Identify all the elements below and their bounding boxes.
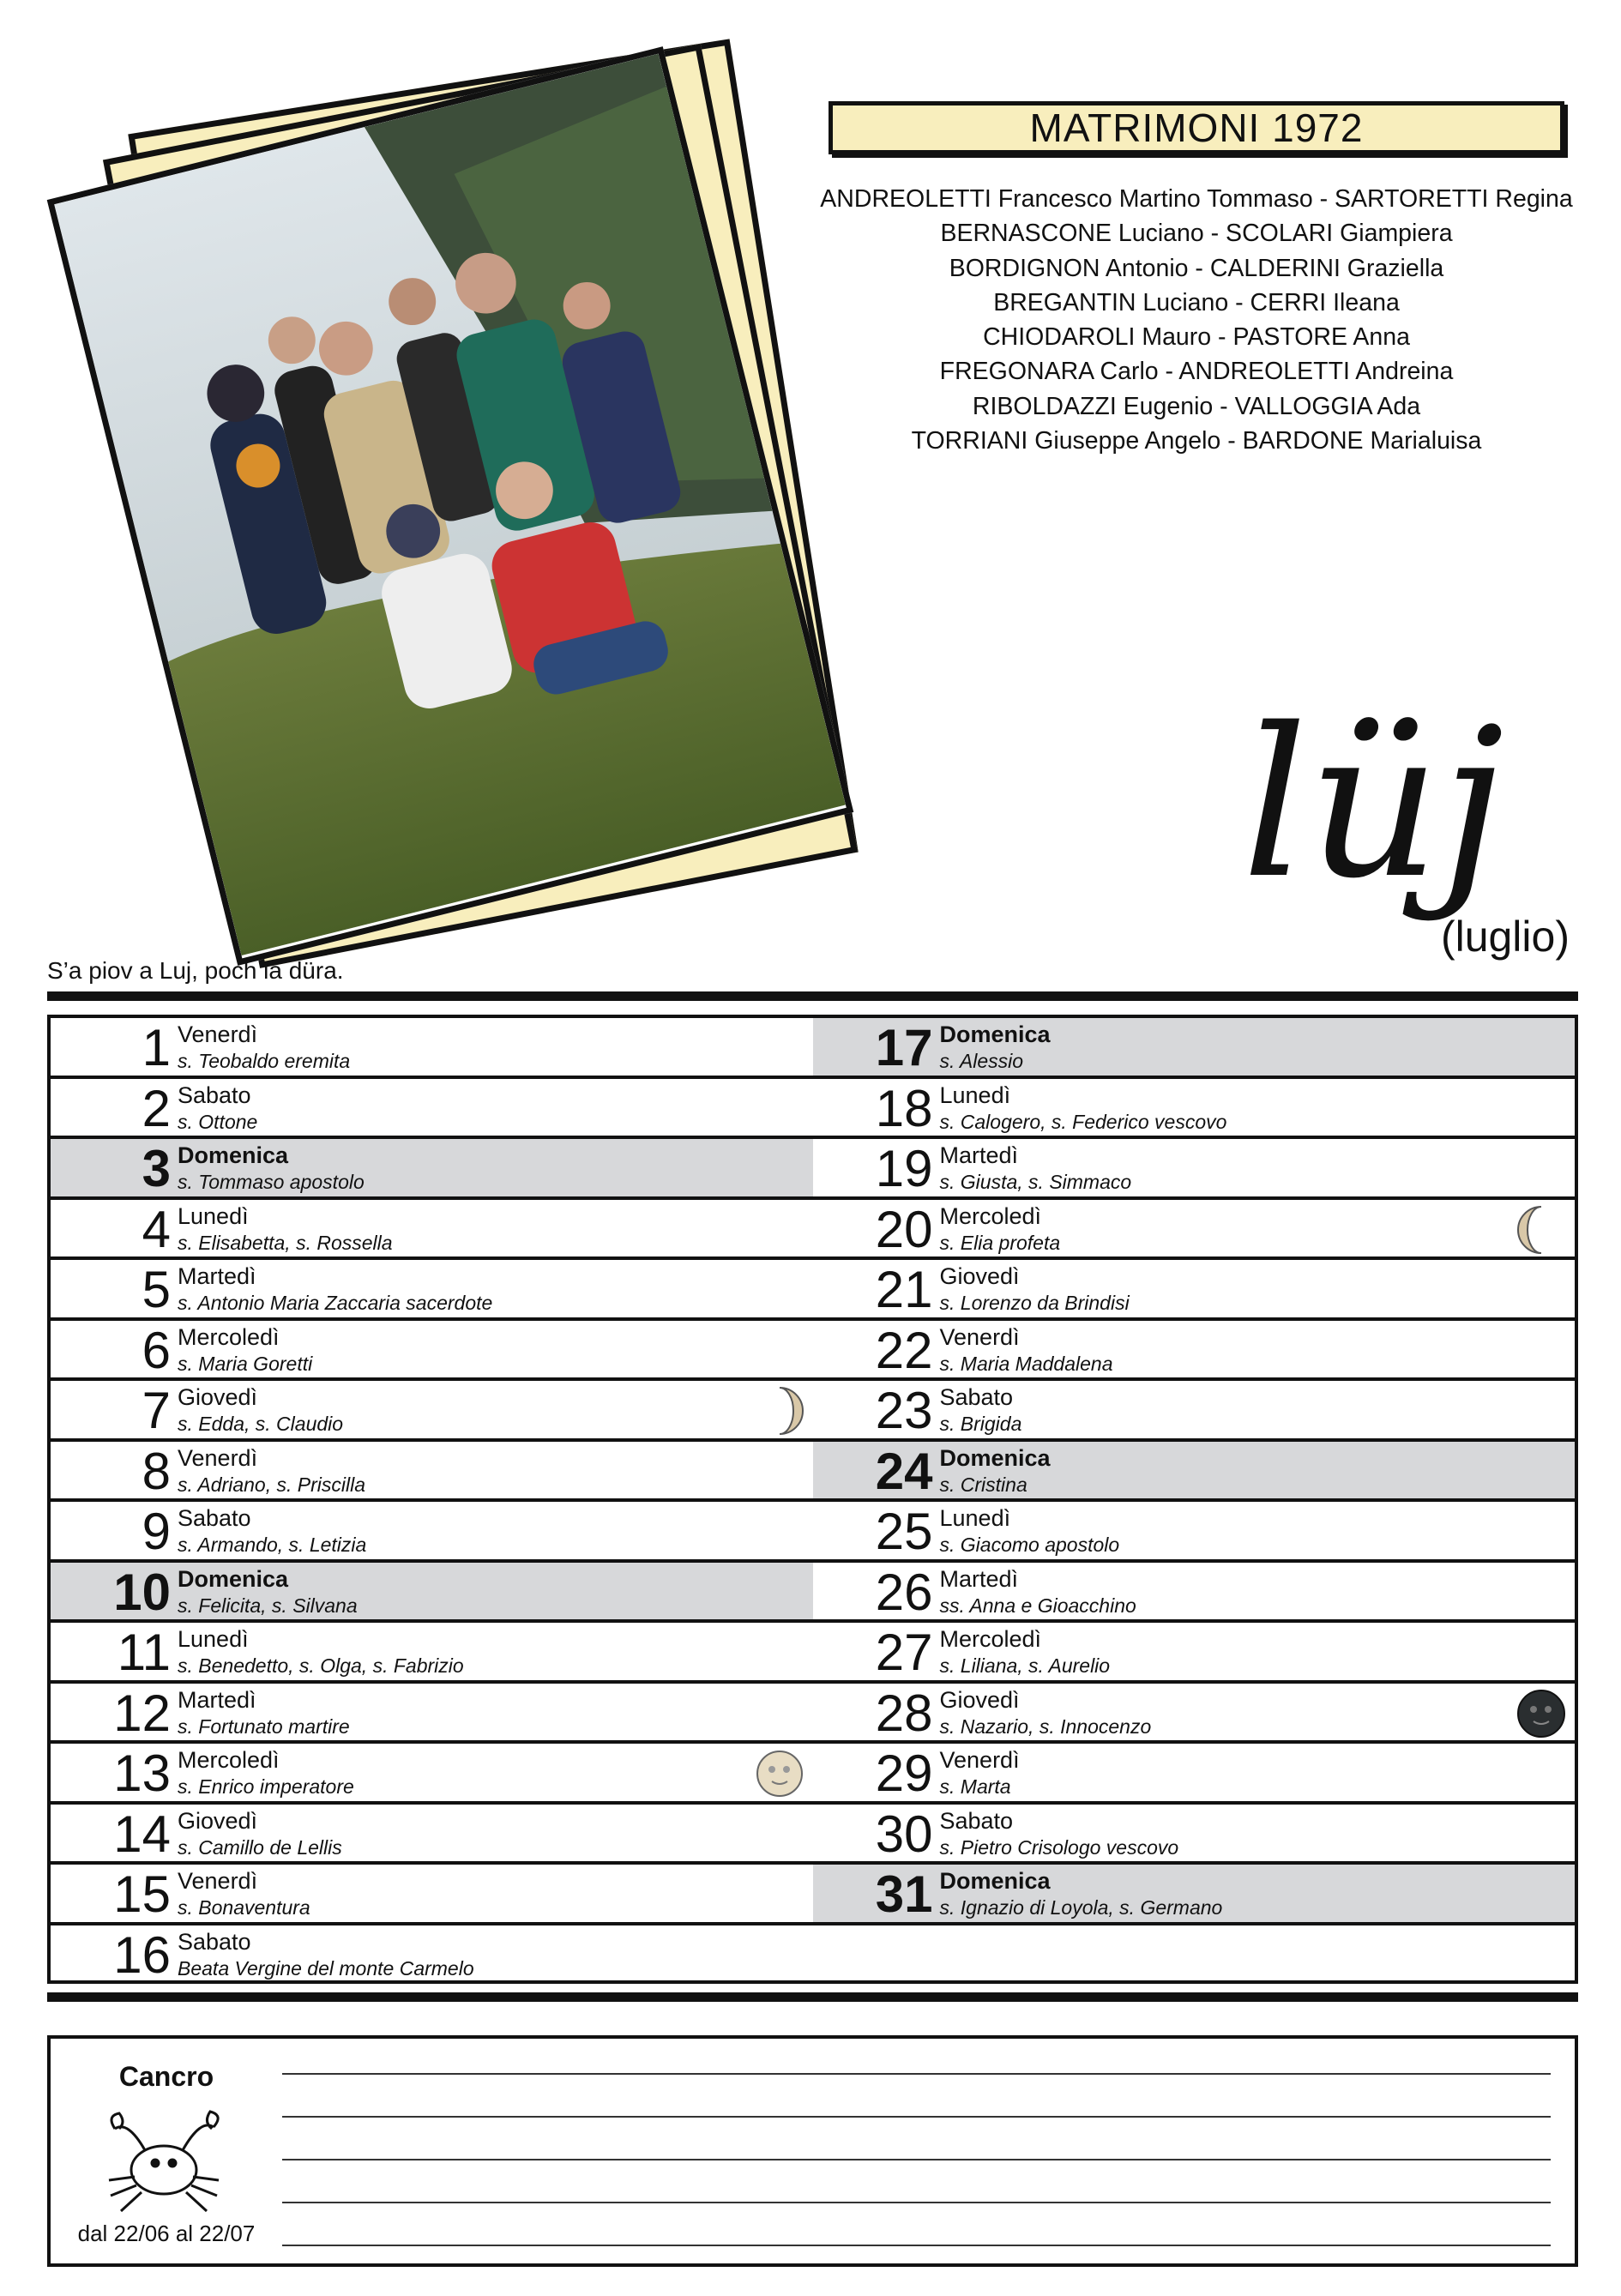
weekday-name: Martedì [178,1686,256,1713]
saint-name: s. Giacomo apostolo [939,1534,1120,1556]
weekday-name: Venerdì [178,1021,258,1047]
day-number: 12 [113,1684,171,1742]
weekday-name: Domenica [939,1021,1051,1047]
notes-area[interactable] [282,2064,1551,2246]
couple-entry: TORRIANI Giuseppe Angelo - BARDONE Marialuisa [911,427,1482,455]
saint-name: s. Elisabetta, s. Rossella [178,1231,393,1254]
day-number: 19 [875,1140,933,1197]
saint-name: s. Bonaventura [178,1896,310,1919]
day-number: 7 [142,1382,171,1439]
saint-name: s. Maria Goretti [178,1352,313,1375]
saint-name: s. Liliana, s. Aurelio [939,1654,1111,1677]
day-number: 31 [875,1865,933,1923]
weekday-name: Mercoledì [939,1626,1042,1652]
day-number: 5 [142,1261,171,1318]
calendar-day-row [51,1744,813,1805]
weekday-name: Domenica [178,1565,289,1592]
note-line [282,2073,1551,2075]
weekday-name: Lunedì [939,1505,1011,1531]
calendar-day-row [51,1321,813,1382]
saint-name: s. Ottone [178,1110,258,1133]
day-number: 28 [875,1684,933,1742]
saint-name: Beata Vergine del monte Carmelo [178,1956,474,1980]
weekday-name: Martedì [939,1142,1019,1168]
calendar-day-row [813,1744,1576,1805]
weekday-name: Lunedì [178,1626,249,1652]
day-number: 27 [875,1624,933,1681]
note-line [282,2245,1551,2246]
calendar-day-row [813,1623,1576,1684]
calendar-day-row [51,1260,813,1321]
calendar-day-row [51,1200,813,1261]
calendar-day-row [51,1925,813,1986]
weekday-name: Sabato [178,1928,251,1955]
couple-entry: FREGONARA Carlo - ANDREOLETTI Andreina [939,358,1454,386]
saint-name: s. Tommaso apostolo [178,1171,365,1193]
last-quarter-moon-icon [1516,1205,1566,1255]
weekday-name: Venerdì [178,1868,258,1894]
weekday-name: Domenica [939,1868,1051,1894]
saint-name: s. Brigida [939,1413,1022,1435]
saint-name: s. Felicita, s. Silvana [178,1594,358,1617]
weekday-name: Lunedì [178,1202,249,1229]
divider-top [47,991,1578,1001]
saint-name: s. Pietro Crisologo vescovo [939,1835,1179,1859]
calendar-day-row [813,1502,1576,1563]
day-number: 30 [875,1805,933,1863]
day-number: 16 [113,1925,171,1984]
calendar-day-row [51,1684,813,1745]
day-number: 26 [875,1563,933,1621]
weekday-name: Giovedì [939,1263,1020,1289]
note-line [282,2116,1551,2118]
zodiac-name: Cancro [118,2061,214,2092]
saint-name: s. Alessio [939,1050,1024,1072]
saint-name: s. Edda, s. Claudio [178,1413,344,1435]
weekday-name: Giovedì [178,1384,258,1410]
couple-entry: BORDIGNON Antonio - CALDERINI Graziella [949,254,1444,282]
weekday-name: Martedì [178,1263,256,1289]
calendar-day-row [51,1502,813,1563]
day-number: 25 [875,1503,933,1560]
weekday-name: Lunedì [939,1082,1011,1108]
calendar-day-row [51,1805,813,1865]
saint-name: s. Enrico imperatore [178,1775,354,1798]
day-number: 15 [113,1865,171,1923]
day-number: 14 [113,1805,171,1863]
note-line [282,2202,1551,2203]
calendar-day-row [813,1018,1576,1079]
first-quarter-moon-icon [755,1386,804,1436]
day-number: 6 [142,1321,171,1379]
saint-name: s. Cristina [939,1473,1027,1496]
proverb: S’a piov a Luj, poch la düra. [47,957,344,984]
calendar-column-left [51,1018,813,1984]
weekday-name: Venerdì [939,1323,1020,1350]
weekday-name: Mercoledì [178,1747,280,1773]
day-number: 17 [875,1019,933,1076]
saint-name: s. Benedetto, s. Olga, s. Fabrizio [178,1654,464,1677]
cancer-crab-icon [93,2103,231,2232]
month-dialect-text: lüj [1242,684,1504,924]
day-number: 11 [117,1624,171,1681]
day-number: 1 [142,1019,171,1076]
new-moon-icon [1516,1689,1566,1739]
calendar-day-row [51,1865,813,1925]
weekday-name: Venerdì [178,1444,258,1471]
calendar-day-row [813,1200,1576,1261]
calendar-day-row [813,1381,1576,1442]
saint-name: s. Calogero, s. Federico vescovo [939,1110,1227,1133]
day-number: 13 [113,1745,171,1802]
weekday-name: Sabato [939,1807,1014,1834]
weekday-name: Sabato [939,1384,1014,1410]
calendar-day-row [813,1684,1576,1745]
calendar-day-row [813,1805,1576,1865]
day-number: 2 [142,1079,171,1137]
saint-name: ss. Anna e Gioacchino [939,1594,1136,1617]
month-dialect-title [1235,669,1561,952]
weekday-name: Venerdì [939,1747,1020,1773]
day-number: 23 [875,1382,933,1439]
day-number: 18 [875,1079,933,1137]
calendar-grid [47,1015,1578,1984]
weekday-name: Sabato [178,1082,251,1108]
page-title: MATRIMONI 1972 [829,101,1564,154]
day-number: 4 [142,1200,171,1258]
day-number: 8 [142,1442,171,1500]
day-number: 22 [875,1321,933,1379]
saint-name: s. Giusta, s. Simmaco [939,1171,1132,1193]
calendar-day-row [813,1139,1576,1200]
divider-bottom [47,1992,1578,2002]
day-number: 10 [113,1563,171,1621]
saint-name: s. Nazario, s. Innocenzo [939,1714,1152,1738]
saint-name: s. Lorenzo da Brindisi [939,1292,1130,1314]
couple-entry: BERNASCONE Luciano - SCOLARI Giampiera [940,220,1453,248]
couple-entry: RIBOLDAZZI Eugenio - VALLOGGIA Ada [972,392,1421,420]
couple-entry: ANDREOLETTI Francesco Martino Tommaso - SARTORETTI Regina [820,185,1573,213]
calendar-day-row [813,1321,1576,1382]
calendar-day-row [51,1381,813,1442]
weekday-name: Mercoledì [178,1323,280,1350]
calendar-day-row [51,1139,813,1200]
day-number: 20 [875,1200,933,1258]
photo-stack [69,47,823,956]
weekday-name: Domenica [178,1142,289,1168]
calendar-day-row [813,1079,1576,1140]
calendar-column-right [813,1018,1576,1980]
saint-name: s. Antonio Maria Zaccaria sacerdote [178,1292,493,1314]
calendar-day-row [813,1865,1576,1925]
day-number: 21 [875,1261,933,1318]
day-number: 24 [875,1442,933,1500]
weekday-name: Mercoledì [939,1202,1042,1229]
saint-name: s. Camillo de Lellis [178,1835,342,1859]
weekday-name: Martedì [939,1565,1019,1592]
couples-list [780,182,1612,458]
saint-name: s. Armando, s. Letizia [178,1534,367,1556]
day-number: 29 [875,1745,933,1802]
couple-entry: BREGANTIN Luciano - CERRI Ileana [993,288,1400,316]
saint-name: s. Elia profeta [939,1231,1061,1254]
calendar-day-row [51,1442,813,1503]
zodiac-date-range: dal 22/06 al 22/07 [77,2221,256,2246]
saint-name: s. Ignazio di Loyola, s. Germano [939,1896,1223,1919]
weekday-name: Giovedì [178,1807,258,1834]
saint-name: s. Marta [939,1775,1011,1798]
day-number: 9 [142,1503,171,1560]
weekday-name: Domenica [939,1444,1051,1471]
calendar-day-row [813,1260,1576,1321]
month-italian: (luglio) [1440,913,1570,961]
calendar-day-row [813,1442,1576,1503]
calendar-day-row [51,1563,813,1624]
couple-entry: CHIODAROLI Mauro - PASTORE Anna [983,323,1410,352]
weekday-name: Giovedì [939,1686,1020,1713]
weekday-name: Sabato [178,1505,251,1531]
calendar-day-row [51,1018,813,1079]
saint-name: s. Maria Maddalena [939,1352,1113,1375]
calendar-day-row [51,1079,813,1140]
calendar-day-row [813,1563,1576,1624]
day-number: 3 [142,1140,171,1197]
note-line [282,2159,1551,2160]
full-moon-icon [755,1749,804,1799]
saint-name: s. Teobaldo eremita [178,1050,351,1072]
calendar-day-row [51,1623,813,1684]
zodiac-notes-box [47,2035,1578,2267]
saint-name: s. Adriano, s. Priscilla [178,1473,365,1496]
saint-name: s. Fortunato martire [178,1714,350,1738]
